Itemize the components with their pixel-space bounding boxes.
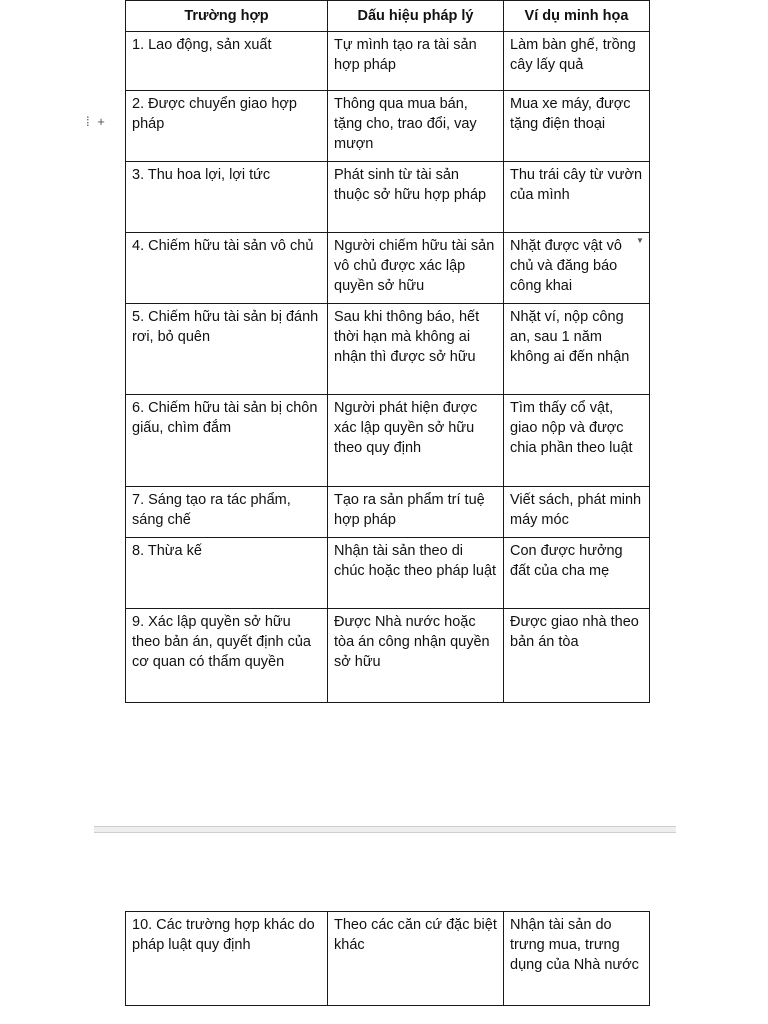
page-break-divider: [94, 826, 676, 833]
cell-menu-icon[interactable]: ▼: [636, 236, 644, 245]
drag-handle-icon[interactable]: ⁞: [86, 114, 92, 129]
table-row: [126, 162, 650, 233]
table-cell[interactable]: Viết sách, phát minh máy móc: [504, 487, 650, 538]
table-cell[interactable]: Phát sinh từ tài sản thuộc sở hữu hợp pháp: [328, 162, 504, 233]
table-cell[interactable]: 10. Các trường hợp khác do pháp luật quy định: [126, 912, 328, 1006]
table-cell[interactable]: Được giao nhà theo bản án tòa: [504, 609, 650, 703]
table-row: [126, 912, 650, 1006]
table-cell[interactable]: Nhặt ví, nộp công an, sau 1 năm không ai đến nhận: [504, 304, 650, 395]
add-row-icon[interactable]: +: [97, 114, 107, 129]
table-cell[interactable]: 7. Sáng tạo ra tác phẩm, sáng chế: [126, 487, 328, 538]
table-cell[interactable]: Thông qua mua bán, tặng cho, trao đổi, vay mượn: [328, 91, 504, 162]
table-cell[interactable]: Người chiếm hữu tài sản vô chủ được xác lập quyền sở hữu: [328, 233, 504, 304]
table-cell[interactable]: Nhặt được vật vô chủ và đăng báo công khai: [504, 233, 650, 304]
table-cell[interactable]: 2. Được chuyển giao hợp pháp: [126, 91, 328, 162]
table-cell[interactable]: Mua xe máy, được tặng điện thoại: [504, 91, 650, 162]
table-row: [126, 32, 650, 91]
table-cell[interactable]: 6. Chiếm hữu tài sản bị chôn giấu, chìm đắm: [126, 395, 328, 487]
table-row: [126, 487, 650, 538]
table-row: [126, 395, 650, 487]
table-cell[interactable]: Người phát hiện được xác lập quyền sở hữu theo quy định: [328, 395, 504, 487]
table-cell[interactable]: Được Nhà nước hoặc tòa án công nhận quyền sở hữu: [328, 609, 504, 703]
table-cell[interactable]: 5. Chiếm hữu tài sản bị đánh rơi, bỏ quên: [126, 304, 328, 395]
table-row: [126, 304, 650, 395]
table-cell[interactable]: Thu trái cây từ vườn của mình: [504, 162, 650, 233]
table-cell[interactable]: 3. Thu hoa lợi, lợi tức: [126, 162, 328, 233]
table-header-row: [126, 1, 650, 32]
table-cell[interactable]: Tìm thấy cổ vật, giao nộp và được chia phần theo luật: [504, 395, 650, 487]
header-cell[interactable]: Ví dụ minh họa: [504, 1, 650, 32]
table-cell[interactable]: 4. Chiếm hữu tài sản vô chủ: [126, 233, 328, 304]
table-cell[interactable]: Làm bàn ghế, trồng cây lấy quả: [504, 32, 650, 91]
table-row: [126, 91, 650, 162]
table-row: [126, 609, 650, 703]
table-row: [126, 538, 650, 609]
table-row: [126, 233, 650, 304]
header-cell[interactable]: Trường hợp: [126, 1, 328, 32]
table-cell[interactable]: Theo các căn cứ đặc biệt khác: [328, 912, 504, 1006]
table-cell[interactable]: 1. Lao động, sản xuất: [126, 32, 328, 91]
table-cell[interactable]: Con được hưởng đất của cha mẹ: [504, 538, 650, 609]
row-insert-control[interactable]: [86, 114, 107, 129]
legal-cases-table-continued: [125, 911, 650, 1006]
header-cell[interactable]: Dấu hiệu pháp lý: [328, 1, 504, 32]
table-cell[interactable]: Tự mình tạo ra tài sản hợp pháp: [328, 32, 504, 91]
table-cell[interactable]: Tạo ra sản phẩm trí tuệ hợp pháp: [328, 487, 504, 538]
table-cell[interactable]: Nhận tài sản theo di chúc hoặc theo pháp luật: [328, 538, 504, 609]
table-cell[interactable]: Nhận tài sản do trưng mua, trưng dụng của Nhà nước: [504, 912, 650, 1006]
table-cell[interactable]: Sau khi thông báo, hết thời hạn mà không ai nhận thì được sở hữu: [328, 304, 504, 395]
table-cell[interactable]: 8. Thừa kế: [126, 538, 328, 609]
legal-cases-table: [125, 0, 650, 703]
table-cell[interactable]: 9. Xác lập quyền sở hữu theo bản án, quyết định của cơ quan có thẩm quyền: [126, 609, 328, 703]
